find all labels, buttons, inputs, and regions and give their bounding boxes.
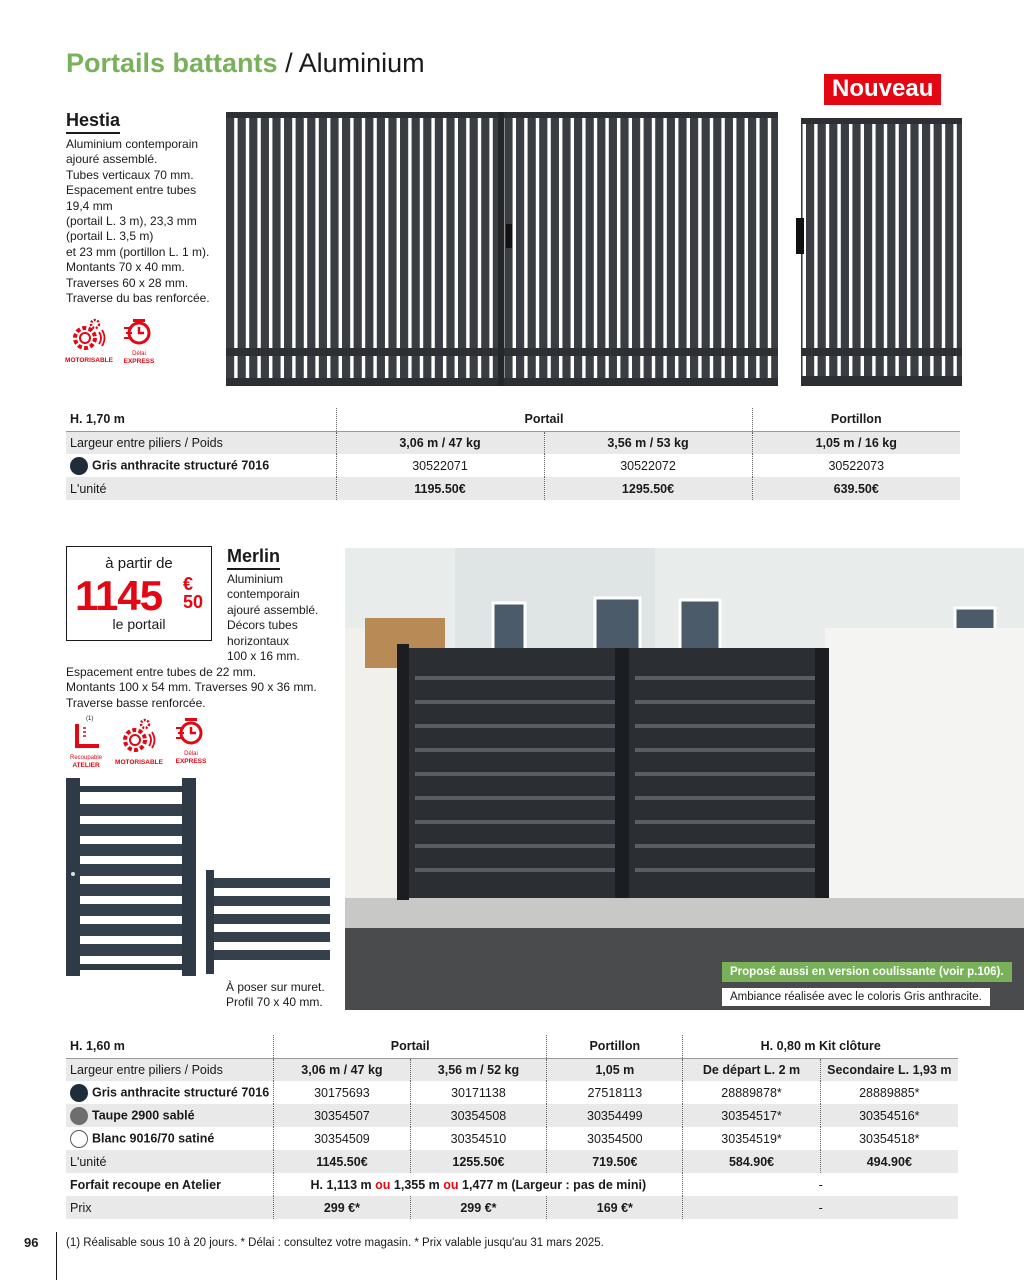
- table-row: [66, 1127, 958, 1150]
- dims-label: Largeur entre piliers / Poids: [66, 431, 336, 454]
- recoupable-badge: [64, 716, 108, 769]
- title-sub: / Aluminium: [285, 48, 425, 78]
- express-truck-icon: [122, 318, 156, 346]
- hestia-description: Aluminium contemporain ajouré assemblé. Tubes verticaux 70 mm. Espacement entre tubes 19,4 mm (portail L. 3 m), 23,3 mm (portail L. 3,5 m) et 23 mm (portillon L. 1 m). Montants 70 x 40 mm. Traverses 60 x 28 mm. Traverse du bas renforcée.: [66, 137, 210, 306]
- color-label: Blanc 9016/70 satiné: [92, 1130, 215, 1145]
- price-cell: 639.50€: [752, 477, 960, 500]
- price-cell: 1295.50€: [544, 477, 752, 500]
- table-row: [66, 1173, 958, 1196]
- express-label: EXPRESS: [175, 758, 207, 765]
- merlin-title: Merlin: [227, 546, 280, 570]
- price-cell: 719.50€: [547, 1150, 683, 1173]
- atelier-dash: -: [683, 1173, 958, 1196]
- ref-cell: 30171138: [410, 1081, 547, 1104]
- motorisable-badge: [64, 318, 114, 364]
- prix-cell: 169 €*: [547, 1196, 683, 1219]
- price-from: à partir de: [105, 555, 173, 572]
- dims-cell: 1,05 m / 16 kg: [752, 431, 960, 454]
- table-row: [66, 431, 960, 454]
- motor-label: MOTORISABLE: [115, 759, 163, 766]
- ref-cell: 30354507: [274, 1104, 411, 1127]
- ref-cell: 30354516*: [820, 1104, 958, 1127]
- new-badge: Nouveau: [824, 74, 941, 105]
- price-decimal: 50: [183, 592, 204, 612]
- sliding-version-note: Proposé aussi en version coulissante (voir p.106).: [722, 962, 1012, 982]
- ref-cell: 28889885*: [820, 1081, 958, 1104]
- ambiance-scene: [345, 548, 1024, 1010]
- footer-note: (1) Réalisable sous 10 à 20 jours. * Délai : consultez votre magasin. * Prix valable jusqu'au 31 mars 2025.: [66, 1237, 604, 1249]
- atelier-label: ATELIER: [72, 762, 100, 769]
- motor-gear-icon: [71, 318, 107, 352]
- merlin-portillon-image: [66, 778, 196, 976]
- ref-cell: 30354500: [547, 1127, 683, 1150]
- ref-cell: 28889878*: [683, 1081, 820, 1104]
- ref-cell: 30354517*: [683, 1104, 820, 1127]
- height-cell: H. 1,60 m: [66, 1035, 274, 1058]
- price-cell: 584.90€: [683, 1150, 820, 1173]
- table-row: [66, 1196, 958, 1219]
- footer-divider: [56, 1232, 57, 1280]
- price-unit: le portail: [112, 616, 166, 632]
- unit-label: L'unité: [66, 477, 336, 500]
- dims-label: Largeur entre piliers / Poids: [66, 1058, 274, 1081]
- express-label: EXPRESS: [123, 358, 155, 365]
- ambiance-note: Ambiance réalisée avec le coloris Gris anthracite.: [722, 988, 990, 1006]
- group-portillon: Portillon: [547, 1035, 683, 1058]
- ref-cell: 30354509: [274, 1127, 411, 1150]
- ref-cell: 30354519*: [683, 1127, 820, 1150]
- express-truck-icon: [174, 716, 208, 746]
- dims-cell: 1,05 m: [547, 1058, 683, 1081]
- price-cell: 494.90€: [820, 1150, 958, 1173]
- color-label: Gris anthracite structuré 7016: [92, 1084, 270, 1099]
- price-cell: 1195.50€: [336, 477, 544, 500]
- dims-cell: 3,56 m / 53 kg: [544, 431, 752, 454]
- group-kit: H. 0,80 m Kit clôture: [683, 1035, 958, 1058]
- table-header-row: [66, 408, 960, 431]
- ref-cell: 30354518*: [820, 1127, 958, 1150]
- fence-kit-caption: À poser sur muret. Profil 70 x 40 mm.: [226, 980, 325, 1009]
- dims-cell: 3,56 m / 52 kg: [410, 1058, 547, 1081]
- table-row: [66, 477, 960, 500]
- table-header-row: [66, 1035, 958, 1058]
- merlin-ambiance-photo: [345, 548, 1024, 1010]
- atelier-h2: 1,355 m: [393, 1177, 440, 1192]
- color-swatch: [70, 1084, 88, 1102]
- hestia-table: [66, 408, 960, 500]
- ref-cell: 30522071: [336, 454, 544, 477]
- cut-label: Recoupable: [69, 755, 103, 761]
- height-cell: H. 1,70 m: [66, 408, 336, 431]
- delay-label: Délai: [184, 751, 198, 757]
- color-swatch: [70, 457, 88, 475]
- price-cell: 1145.50€: [274, 1150, 411, 1173]
- atelier-label: Forfait recoupe en Atelier: [70, 1177, 221, 1192]
- atelier-h1: H. 1,113 m: [310, 1177, 372, 1192]
- price-cell: 1255.50€: [410, 1150, 547, 1173]
- hestia-gate-image: [226, 112, 962, 386]
- group-portail: Portail: [274, 1035, 547, 1058]
- dims-cell: De départ L. 2 m: [683, 1058, 820, 1081]
- title-main: Portails battants: [66, 48, 278, 78]
- color-swatch: [70, 1107, 88, 1125]
- ref-cell: 30354499: [547, 1104, 683, 1127]
- atelier-heights: [274, 1173, 683, 1196]
- ref-cell: 27518113: [547, 1081, 683, 1104]
- prix-cell: 299 €*: [410, 1196, 547, 1219]
- merlin-table: [66, 1035, 958, 1219]
- table-row: [66, 454, 960, 477]
- table-row: [66, 1058, 958, 1081]
- color-label: Gris anthracite structuré 7016: [92, 457, 270, 472]
- dims-cell: 3,06 m / 47 kg: [336, 431, 544, 454]
- dims-cell: Secondaire L. 1,93 m: [820, 1058, 958, 1081]
- merlin-fence-kit-image: [206, 870, 330, 974]
- footnote-marker: (1): [86, 716, 94, 722]
- prix-dash: -: [683, 1196, 958, 1219]
- color-swatch: [70, 1130, 88, 1148]
- dims-cell: 3,06 m / 47 kg: [274, 1058, 411, 1081]
- ref-cell: 30175693: [274, 1081, 411, 1104]
- delay-label: Délai: [132, 351, 146, 357]
- price-box: [66, 546, 212, 641]
- price-integer: 1145: [75, 572, 163, 619]
- ref-cell: 30354510: [410, 1127, 547, 1150]
- motor-label: MOTORISABLE: [65, 357, 113, 364]
- merlin-description-short: Aluminium contemporain ajouré assemblé. Décors tubes horizontaux 100 x 16 mm.: [227, 572, 319, 664]
- atelier-or: ou: [443, 1177, 459, 1192]
- group-portail: Portail: [336, 408, 752, 431]
- express-badge: [118, 318, 160, 365]
- group-portillon: Portillon: [752, 408, 960, 431]
- ref-cell: 30522072: [544, 454, 752, 477]
- merlin-description-long: Espacement entre tubes de 22 mm. Montants 100 x 54 mm. Traverses 90 x 36 mm. Traverse basse renforcée.: [66, 665, 317, 710]
- atelier-h3: 1,477 m (Largeur : pas de mini): [462, 1177, 647, 1192]
- color-label: Taupe 2900 sablé: [92, 1107, 195, 1122]
- price-currency: €: [183, 574, 194, 594]
- page-title: [66, 48, 425, 79]
- motorisable-badge: [114, 716, 164, 766]
- ref-cell: 30522073: [752, 454, 960, 477]
- motor-gear-icon: [121, 716, 157, 754]
- table-row: [66, 1104, 958, 1127]
- hestia-title: Hestia: [66, 110, 120, 134]
- ref-cell: 30354508: [410, 1104, 547, 1127]
- table-row: [66, 1081, 958, 1104]
- unit-label: L'unité: [66, 1150, 274, 1173]
- saw-cut-icon: [71, 722, 101, 750]
- express-badge: [170, 716, 212, 765]
- atelier-or: ou: [375, 1177, 391, 1192]
- page-number: 96: [24, 1235, 39, 1250]
- table-row: [66, 1150, 958, 1173]
- prix-cell: 299 €*: [274, 1196, 411, 1219]
- prix-label: Prix: [66, 1196, 274, 1219]
